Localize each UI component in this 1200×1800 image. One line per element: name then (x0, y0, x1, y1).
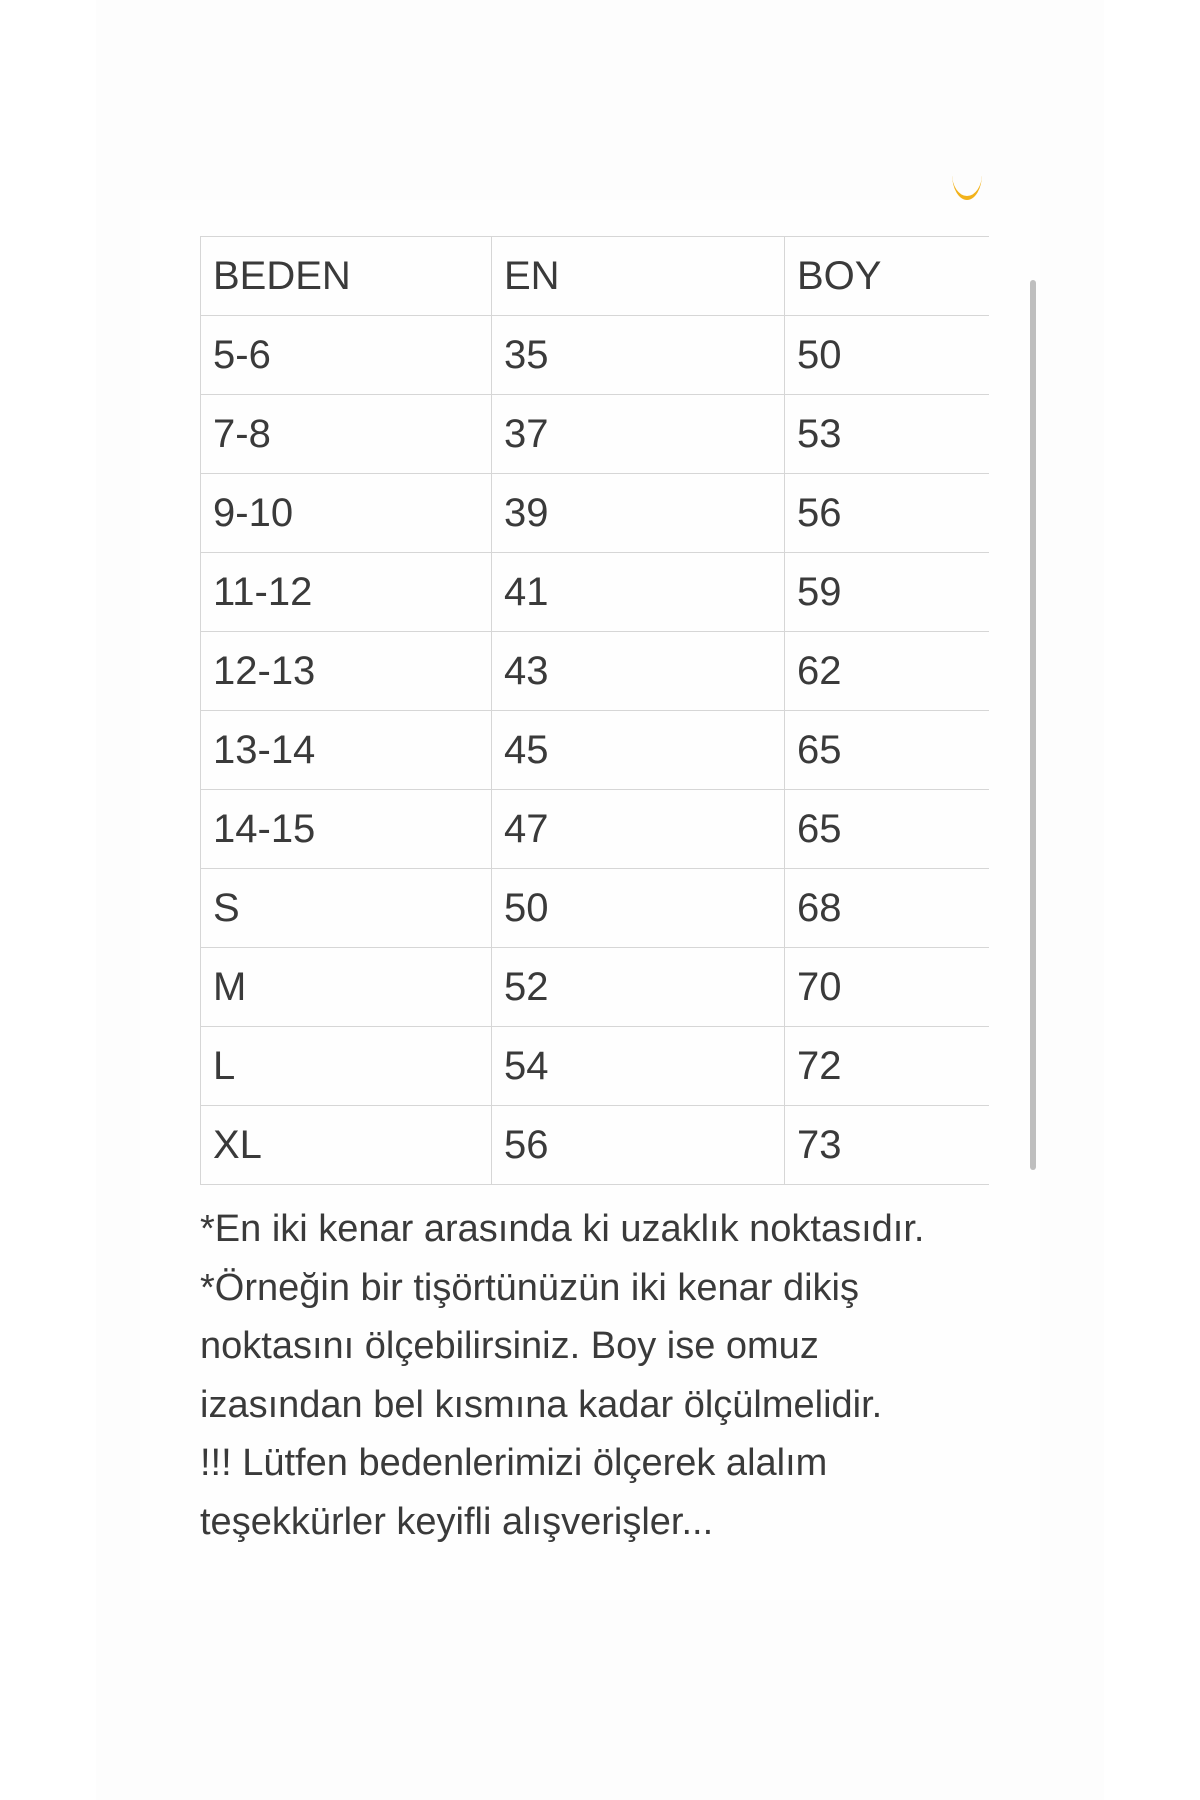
width-cell: 41 (492, 553, 785, 632)
width-cell: 54 (492, 1027, 785, 1106)
size-cell: 13-14 (201, 711, 492, 790)
table-header-row (201, 237, 989, 316)
table-row (201, 316, 989, 395)
table-row (201, 553, 989, 632)
width-cell: 45 (492, 711, 785, 790)
size-notes (200, 1200, 1020, 1551)
table-row (201, 711, 989, 790)
size-chart-table (200, 236, 989, 1185)
table-row (201, 869, 989, 948)
length-cell: 68 (785, 869, 989, 948)
header-beden: BEDEN (201, 237, 492, 316)
size-cell: 11-12 (201, 553, 492, 632)
size-cell: 9-10 (201, 474, 492, 553)
note-line: *En iki kenar arasında ki uzaklık noktasıdır. (200, 1208, 925, 1250)
partial-emoji-icon (950, 176, 988, 200)
width-cell: 50 (492, 869, 785, 948)
table-row (201, 1027, 989, 1106)
length-cell: 70 (785, 948, 989, 1027)
table-row (201, 948, 989, 1027)
header-boy: BOY (785, 237, 989, 316)
length-cell: 73 (785, 1106, 989, 1185)
table-row (201, 395, 989, 474)
size-cell: XL (201, 1106, 492, 1185)
length-cell: 65 (785, 711, 989, 790)
width-cell: 56 (492, 1106, 785, 1185)
note-line: teşekkürler keyifli alışverişler... (200, 1500, 714, 1543)
note-line: izasından bel kısmına kadar ölçülmelidir. (200, 1383, 883, 1426)
size-cell: 12-13 (201, 632, 492, 711)
length-cell: 72 (785, 1027, 989, 1106)
note-line: *Örneğin bir tişörtünüzün iki kenar dikiş (200, 1266, 859, 1309)
length-cell: 59 (785, 553, 989, 632)
width-cell: 43 (492, 632, 785, 711)
note-line: !!! Lütfen bedenlerimizi ölçerek alalım (200, 1442, 828, 1484)
length-cell: 65 (785, 790, 989, 869)
width-cell: 37 (492, 395, 785, 474)
table-row (201, 790, 989, 869)
size-cell: S (201, 869, 492, 948)
table-row (201, 632, 989, 711)
size-cell: 14-15 (201, 790, 492, 869)
size-cell: M (201, 948, 492, 1027)
width-cell: 35 (492, 316, 785, 395)
length-cell: 62 (785, 632, 989, 711)
table-row (201, 1106, 989, 1185)
note-line: noktasını ölçebilirsiniz. Boy ise omuz (200, 1325, 819, 1367)
vertical-scrollbar[interactable] (1030, 280, 1036, 1170)
size-cell: 7-8 (201, 395, 492, 474)
size-cell: L (201, 1027, 492, 1106)
length-cell: 56 (785, 474, 989, 553)
size-cell: 5-6 (201, 316, 492, 395)
header-en: EN (492, 237, 785, 316)
table-row (201, 474, 989, 553)
width-cell: 52 (492, 948, 785, 1027)
length-cell: 53 (785, 395, 989, 474)
width-cell: 47 (492, 790, 785, 869)
width-cell: 39 (492, 474, 785, 553)
length-cell: 50 (785, 316, 989, 395)
